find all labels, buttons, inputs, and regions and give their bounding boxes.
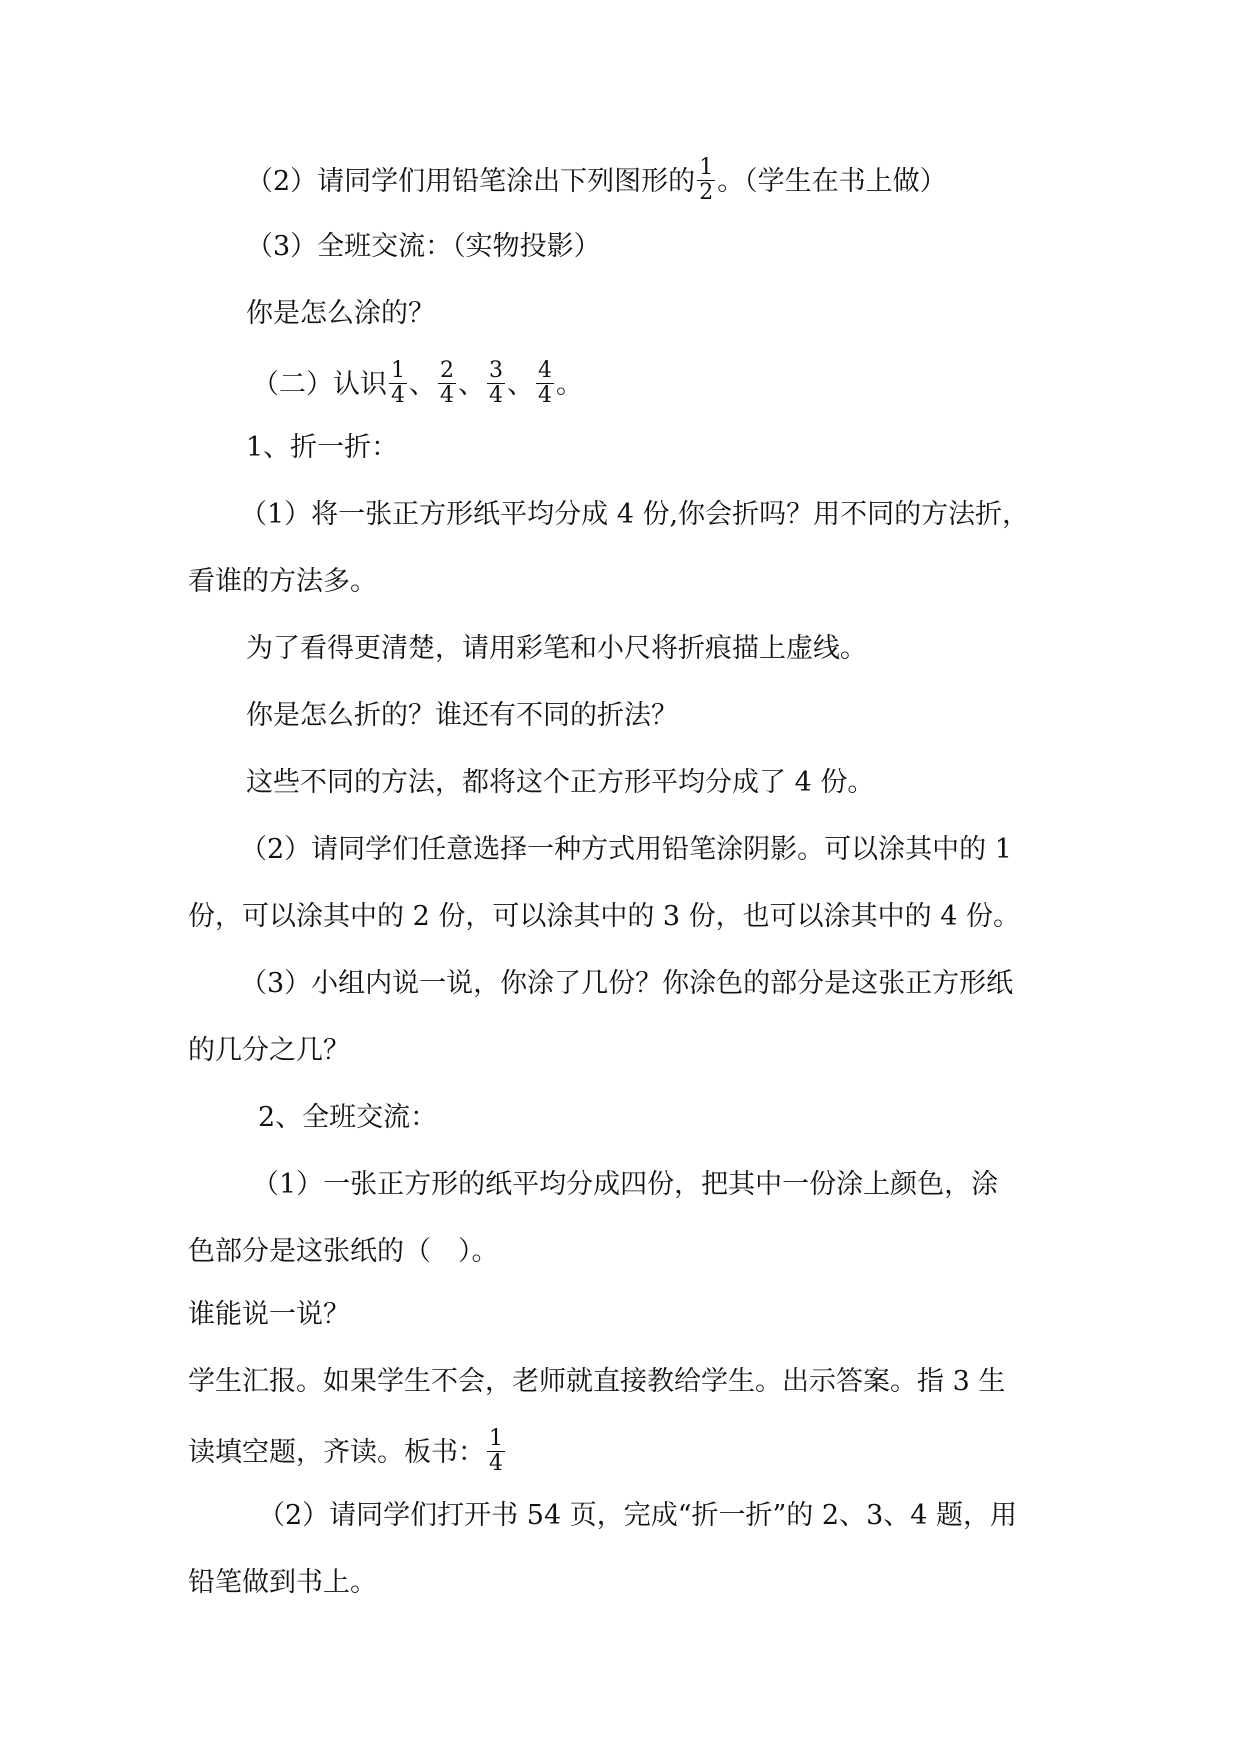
separator: 、 xyxy=(458,369,485,400)
text-segment: （二）认识 xyxy=(252,369,387,400)
text-segment: 读填空题，齐读。板书： xyxy=(188,1437,485,1468)
fraction-denominator: 4 xyxy=(489,383,503,408)
fraction-denominator: 4 xyxy=(440,383,454,408)
paragraph-line: 的几分之几？ xyxy=(188,1035,350,1066)
fraction-numerator: 2 xyxy=(440,358,454,383)
text-segment: 。（学生在书上做） xyxy=(717,166,947,197)
paragraph-line: 铅笔做到书上。 xyxy=(188,1567,377,1598)
paragraph-line: 2、全班交流： xyxy=(258,1102,438,1133)
paragraph-line: （1）一张正方形的纸平均分成四份，把其中一份涂上颜色，涂 xyxy=(252,1169,999,1200)
section-heading xyxy=(252,358,583,410)
paragraph-line: 看谁的方法多。 xyxy=(188,566,377,597)
paragraph-line xyxy=(188,1426,507,1478)
fraction-one-quarter xyxy=(487,1427,505,1476)
fraction-numerator: 1 xyxy=(489,1426,503,1451)
paragraph-line: （3）全班交流：（实物投影） xyxy=(246,231,601,262)
paragraph-line: （2）请同学们任意选择一种方式用铅笔涂阴影。可以涂其中的 1 xyxy=(240,834,1012,865)
separator: 、 xyxy=(507,369,534,400)
fraction-denominator: 4 xyxy=(538,383,552,408)
paragraph-line: 这些不同的方法，都将这个正方形平均分成了 4 份。 xyxy=(246,767,875,798)
paragraph-line: （3）小组内说一说，你涂了几份？你涂色的部分是这张正方形纸 xyxy=(240,968,1014,999)
paragraph-line: 色部分是这张纸的（ ）。 xyxy=(188,1236,499,1267)
paragraph-line: （2）请同学们打开书 54 页，完成“折一折”的 2、3、4 题，用 xyxy=(258,1500,1018,1531)
paragraph-line: 谁能说一说？ xyxy=(188,1299,350,1330)
text-segment: （2）请同学们用铅笔涂出下列图形的 xyxy=(246,166,696,197)
paragraph-line: 份，可以涂其中的 2 份，可以涂其中的 3 份，也可以涂其中的 4 份。 xyxy=(188,901,1021,932)
fraction-numerator: 1 xyxy=(391,358,405,383)
fraction-denominator: 4 xyxy=(391,383,405,408)
fraction-denominator: 4 xyxy=(489,1451,503,1476)
fraction-four-quarters xyxy=(536,359,554,408)
paragraph-line: 你是怎么折的？谁还有不同的折法？ xyxy=(246,700,678,731)
fraction-numerator: 1 xyxy=(699,155,714,180)
paragraph-line: 1、折一折： xyxy=(246,432,399,463)
paragraph-line: 为了看得更清楚，请用彩笔和小尺将折痕描上虚线。 xyxy=(246,633,867,664)
paragraph-line xyxy=(246,155,947,207)
fraction-numerator: 4 xyxy=(538,358,552,383)
fraction-three-quarters xyxy=(487,359,505,408)
paragraph-line: 学生汇报。如果学生不会，老师就直接教给学生。出示答案。指 3 生 xyxy=(188,1366,1006,1397)
fraction-one-quarter xyxy=(389,359,407,408)
fraction-denominator: 2 xyxy=(699,180,714,205)
paragraph-line: （1）将一张正方形纸平均分成 4 份,你会折吗？用不同的方法折， xyxy=(240,499,1030,530)
fraction-two-quarters xyxy=(438,359,456,408)
separator: 、 xyxy=(409,369,436,400)
fraction-numerator: 3 xyxy=(489,358,503,383)
fraction-one-half xyxy=(697,156,715,205)
paragraph-line: 你是怎么涂的？ xyxy=(246,298,435,329)
text-segment: 。 xyxy=(556,369,583,400)
